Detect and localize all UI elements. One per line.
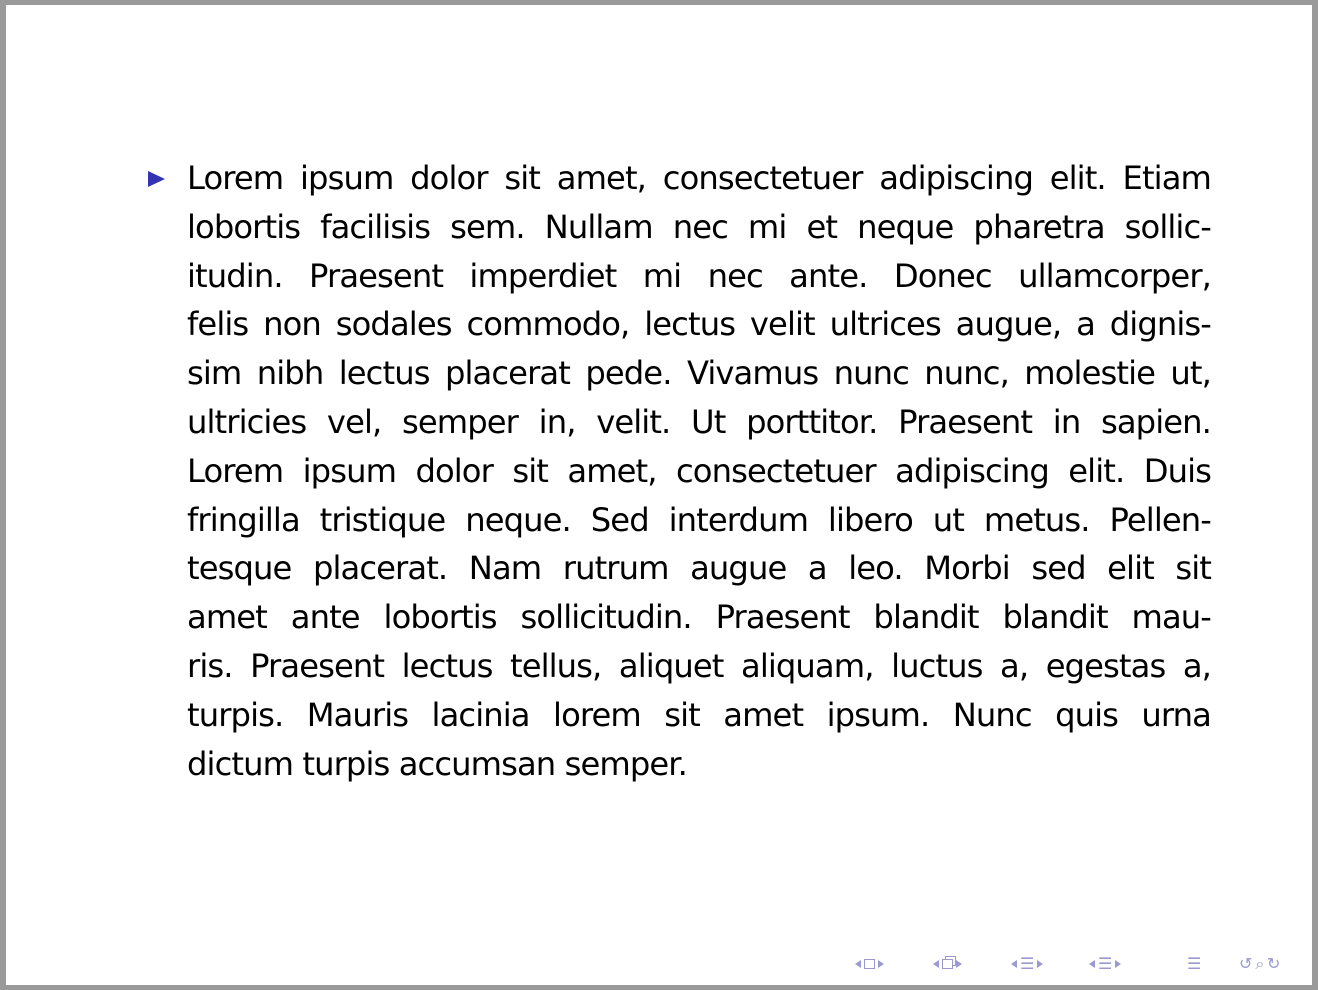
section-nav-2[interactable]	[1089, 953, 1121, 975]
redo-icon[interactable]: ↺	[1267, 954, 1281, 973]
next-subsection-icon[interactable]	[956, 960, 962, 968]
subsection-icon[interactable]	[942, 959, 953, 969]
prev-subsection-icon[interactable]	[933, 960, 939, 968]
prev-section-icon[interactable]	[1089, 960, 1095, 968]
text-line: sim nibh lectus placerat pede. Vivamus nunc nunc, molestie ut,	[187, 354, 1211, 393]
toc-nav[interactable]	[1187, 953, 1201, 975]
next-section-icon[interactable]	[1037, 960, 1043, 968]
text-line: ultricies vel, semper in, velit. Ut porttitor. Praesent in sapien.	[187, 402, 1211, 441]
bullet-text	[187, 157, 1211, 791]
text-line: ris. Praesent lectus tellus, aliquet aliquam, luctus a, egestas a,	[187, 646, 1211, 685]
text-line: itudin. Praesent imperdiet mi nec ante. Donec ullamcorper,	[187, 256, 1211, 295]
undo-icon[interactable]: ↺	[1239, 954, 1253, 973]
section-icon[interactable]: ☰	[1020, 954, 1035, 973]
text-line: fringilla tristique neque. Sed interdum libero ut metus. Pellen-	[187, 500, 1211, 539]
prev-frame-icon[interactable]	[855, 960, 861, 968]
text-line: amet ante lobortis sollicitudin. Praesent blandit blandit mau-	[187, 598, 1211, 637]
text-line: turpis. Mauris lacinia lorem sit amet ipsum. Nunc quis urna	[187, 695, 1211, 734]
text-line: Lorem ipsum dolor sit amet, consectetuer adipiscing elit. Duis	[187, 451, 1211, 490]
text-line: tesque placerat. Nam rutrum augue a leo. Morbi sed elit sit	[187, 549, 1211, 588]
text-line: lobortis facilisis sem. Nullam nec mi et neque pharetra sollic-	[187, 207, 1211, 246]
text-line: felis non sodales commodo, lectus velit ultrices augue, a dignis-	[187, 305, 1211, 344]
text-line: Lorem ipsum dolor sit amet, consectetuer adipiscing elit. Etiam	[187, 159, 1211, 197]
subsection-nav[interactable]	[933, 953, 962, 975]
next-frame-icon[interactable]	[878, 960, 884, 968]
section-nav[interactable]	[1011, 953, 1043, 975]
section-icon[interactable]: ☰	[1098, 954, 1113, 973]
search-icon[interactable]: ⌕	[1255, 954, 1265, 973]
next-section-icon[interactable]	[1115, 960, 1121, 968]
beamer-navigation-bar	[851, 953, 1306, 975]
bullet-triangle-icon	[148, 171, 165, 187]
text-line: dictum turpis accumsan semper.	[187, 744, 687, 783]
toc-icon[interactable]: ☰	[1187, 954, 1202, 973]
frame-icon[interactable]	[864, 959, 875, 969]
frame-nav[interactable]	[855, 953, 884, 975]
slide	[6, 5, 1312, 985]
prev-section-icon[interactable]	[1011, 960, 1017, 968]
search-nav[interactable]	[1239, 953, 1281, 975]
